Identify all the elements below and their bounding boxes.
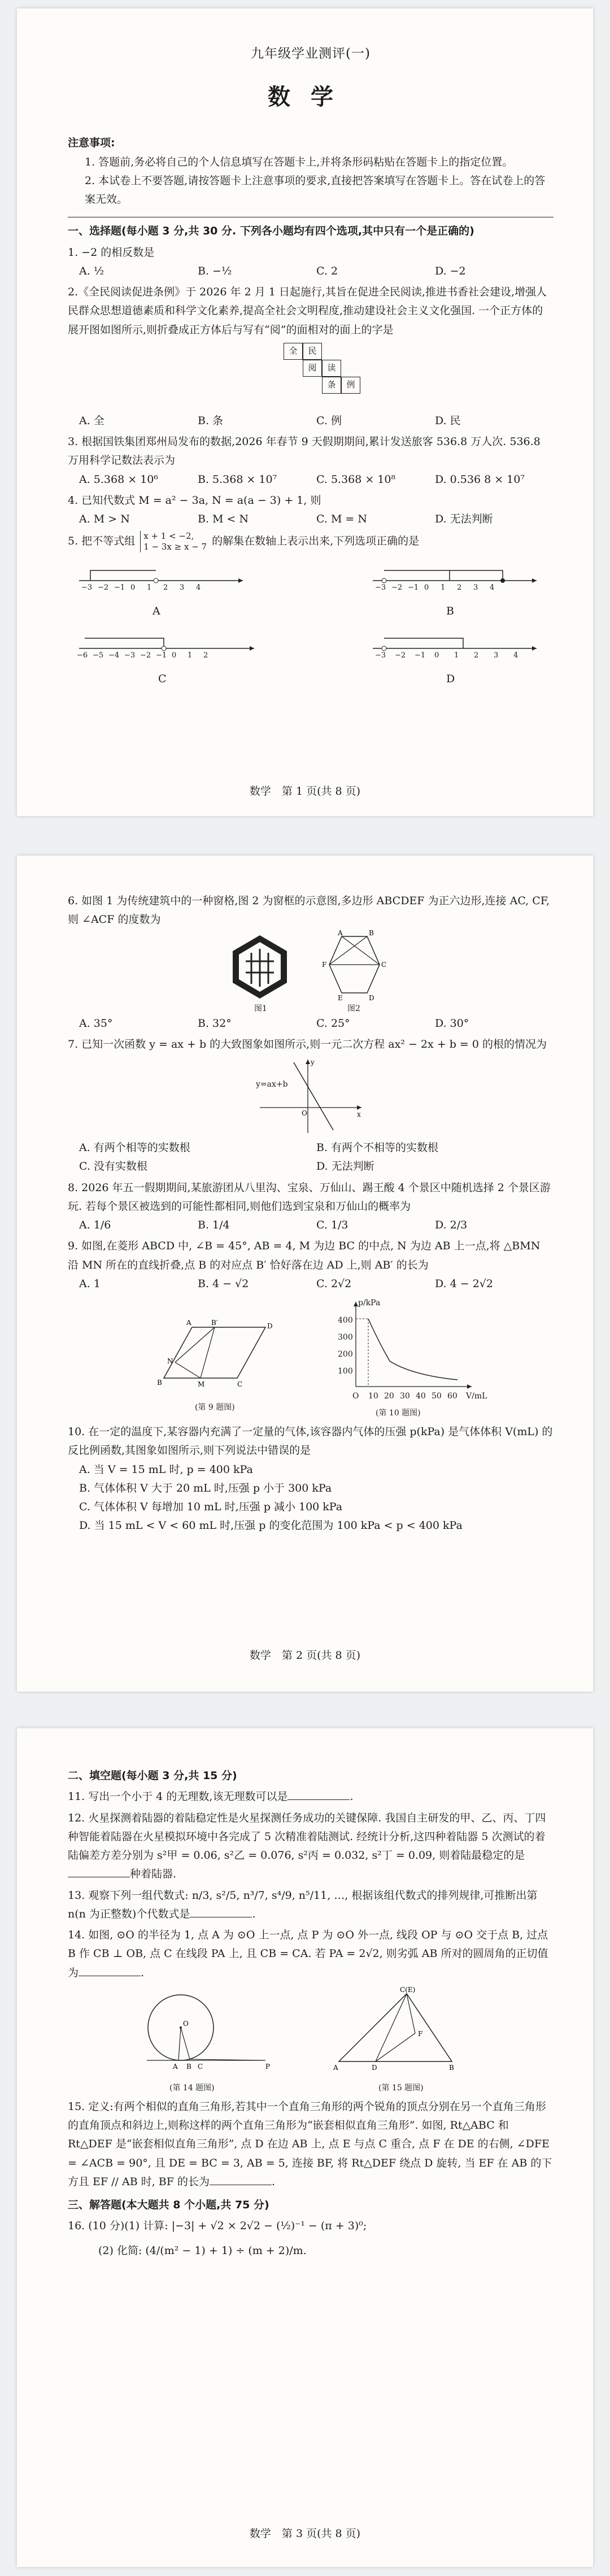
q2-stem: 2.《全民阅读促进条例》于 2026 年 2 月 1 日起施行,其旨在促进全民阅读,推进书香社会建设,增强人民群众思想道德素质和科学文化素养,提高全社会文明程度,推动建设社会主义文化强国. 一个正方体的展开图如图所示,则折叠成正方体后与写有“阅”的面相对的面上的字是 [68,286,547,336]
q14-q15-figures [68,1982,554,2095]
q9-stem: 9. 如图,在菱形 ABCD 中, ∠B = 45°, AB = 4, M 为边 BC 的中点, N 为边 AB 上一点,将 △BMN 沿 MN 所在的直线折叠,点 B 的对应点 B′ 恰好落在边 AD 上,则 AB′ 的长为 [68,1240,541,1271]
x-tick-label: 50 [432,1392,442,1401]
q4-option-c: C. M = N [316,513,368,525]
question-12 [68,1809,554,1884]
y-tick-label: 100 [338,1367,353,1376]
pressure-volume-graph [333,1296,480,1401]
q6-option-a: A. 35° [79,1017,113,1030]
svg-text:A: A [333,2063,338,2072]
x-tick-label: 30 [400,1392,410,1401]
svg-text:O: O [183,2019,189,2028]
notice-heading: 注意事项: [68,137,115,150]
q2-option-a: A. 全 [79,414,104,427]
tick-label: 2 [457,583,462,592]
exam-title: 数学 [268,84,354,111]
tick-label: −1 [156,651,167,660]
svg-text:D: D [267,1322,273,1330]
q10-option-b: B. 气体体积 V 大于 20 mL 时,压强 p 小于 300 kPa [79,1481,332,1494]
page2-footer: 数学 第 2 页(共 8 页) [249,1649,361,1662]
label-a: A [152,604,160,617]
exam-page-2 [17,856,593,1692]
question-16 [68,2217,554,2260]
q10-option-d: D. 当 15 mL < V < 60 mL 时,压强 p 的变化范围为 100 kPa < p < 400 kPa [79,1519,463,1532]
q2-option-c: C. 例 [316,414,342,427]
q6-option-b: B. 32° [198,1017,232,1030]
q4-option-a: A. M > N [79,513,130,525]
q8-option-d: D. 2/3 [435,1219,468,1231]
q13-stem: 13. 观察下列一组代数式: n/3, s²/5, n³/7, s⁴/9, n⁵/11, …, 根据该组代数式的排列规律,可推断出第 n(n 为正整数)个代数式是 [68,1889,538,1920]
q12-tail: 种着陆器. [130,1868,177,1881]
tick-label: 0 [424,583,429,592]
tick-label: 0 [172,651,177,660]
tick-label: −2 [391,583,403,592]
q8-option-a: A. 1/6 [79,1219,111,1231]
y-tick-label: 400 [338,1316,353,1325]
q7-option-a: A. 有两个相等的实数根 [79,1141,190,1154]
x-tick-label: 20 [384,1392,394,1401]
q15-stem: 15. 定义:有两个相似的直角三角形,若其中一个直角三角形的两个锐角的顶点分别在另一个直角三角形的直角顶点和斜边上,则称这样的两个直角三角形为“嵌套相似直角三角形”. 如图, Rt△ABC 和 Rt△DEF 是“嵌套相似直角三角形”, 点 D 在边 AB 上, 点 E 与点 C 重合, 点 F 在 DE 的右侧, ∠DFE = ∠ACB = 90°, 且 DE = BC = 3, AB = 5, 连接 BF, 将 Rt△DEF 绕点 D 旋转, 当 EF 在 AB 的下方且 EF // AB 时, BF 的长为 [68,2100,552,2188]
svg-text:y: y [311,1058,315,1066]
tick-label: −1 [408,583,419,592]
number-line-options [68,552,554,702]
answer-blank [79,1965,141,1976]
section2-heading: 二、填空题(每小题 3 分,共 15 分) [68,1769,237,1782]
tick-label: 4 [196,583,201,592]
tick-label: 1 [147,583,152,592]
tick-label: 3 [494,651,499,660]
tick-label: 0 [434,651,439,660]
q3-stem: 3. 根据国铁集团郑州局发布的数据,2026 年春节 9 天假期期间,累计发送旅客 536.8 万人次. 536.8 万用科学记数法表示为 [68,435,541,467]
svg-text:C(E): C(E) [400,1985,416,1994]
cube-net-figure [68,339,554,412]
q3-option-c: C. 5.368 × 10⁸ [316,473,396,486]
fig15-caption: (第 15 题图) [378,2083,424,2093]
q8-option-b: B. 1/4 [198,1219,230,1231]
graph-y-axis-label: p/kPa [358,1298,381,1307]
question-6 [68,892,554,1033]
q2-option-b: B. 条 [198,414,224,427]
q10-option-a: A. 当 V = 15 mL 时, p = 400 kPa [79,1463,253,1476]
tick-label: −3 [124,651,136,660]
q16-part2: (2) 化简: (4/(m² − 1) + 1) ÷ (m + 2)/m. [98,2244,307,2257]
net-cell: 民 [303,343,322,360]
q11-stem: 11. 写出一个小于 4 的无理数,该无理数可以是 [68,1790,288,1803]
q9-option-a: A. 1 [79,1277,101,1290]
svg-text:B: B [369,929,374,937]
svg-text:x: x [357,1110,361,1118]
tick-label: −3 [375,651,386,660]
notice-1: 1. 答题前,务必将自己的个人信息填写在答题卡上,并将条形码粘贴在答题卡上的指定位置。 [85,155,513,168]
q7-option-b: B. 有两个不相等的实数根 [316,1141,439,1154]
question-5 [68,531,554,702]
q9-option-d: D. 4 − 2√2 [435,1277,494,1290]
question-10 [68,1423,554,1536]
y-tick-label: 300 [338,1333,353,1342]
tick-label: −1 [114,583,125,592]
svg-text:P: P [265,2062,271,2071]
net-cell: 读 [322,360,341,377]
q9-option-c: C. 2√2 [316,1277,352,1290]
svg-text:A: A [186,1319,191,1327]
answer-blank [287,1789,350,1800]
tick-label: 4 [490,583,495,592]
tick-label: −2 [395,651,406,660]
tick-label: 0 [130,583,136,592]
x-tick-label: 10 [368,1392,378,1401]
graph-x-axis-label: V/mL [466,1392,487,1401]
question-7 [68,1035,554,1176]
tick-label: 2 [163,583,168,592]
svg-text:E: E [338,993,343,1002]
question-2 [68,283,554,430]
tick-label: 2 [203,651,208,660]
svg-text:C: C [381,960,387,969]
svg-text:N: N [167,1357,173,1365]
q7-graph [68,1054,554,1139]
tick-label: −1 [415,651,426,660]
fig2-caption: 图2 [347,1004,360,1013]
page2-content [68,890,554,1536]
fig14-caption: (第 14 题图) [169,2083,215,2093]
tick-label: −3 [81,583,93,592]
q7-stem: 7. 已知一次函数 y = ax + b 的大致图象如图所示,则一元二次方程 ax² − 2x + b = 0 的根的情况为 [68,1038,547,1051]
q6-option-c: C. 25° [316,1017,350,1030]
label-b: B [446,604,454,617]
linear-function-graph [254,1057,367,1136]
q4-option-d: D. 无法判断 [435,513,493,525]
svg-text:D: D [372,2063,377,2072]
tick-label: 3 [473,583,478,592]
svg-text:A: A [173,2062,178,2071]
q7-option-c: C. 没有实数根 [79,1160,147,1173]
q8-option-c: C. 1/3 [316,1219,348,1231]
exam-subtitle: 九年级学业测评(一) [251,46,371,61]
svg-text:F: F [418,2029,423,2038]
window-lattice-figure [226,933,294,1001]
tick-label: −2 [140,651,151,660]
tick-label: −5 [93,651,104,660]
page1-content [68,42,554,702]
notice-2: 2. 本试卷上不要答题,请按答题卡上注意事项的要求,直接把答案填写在答题卡上。答在试卷上的答案无效。 [85,174,546,206]
q1-option-d: D. −2 [435,264,466,277]
net-cell: 例 [341,377,360,394]
x-tick-label: O [352,1392,359,1401]
page1-footer: 数学 第 1 页(共 8 页) [249,785,361,797]
svg-text:B: B [449,2063,454,2072]
svg-text:B: B [186,2062,191,2071]
tick-label: 1 [188,651,193,660]
inequality-system [140,531,207,552]
q4-option-b: B. M < N [198,513,249,525]
net-cell: 阅 [303,360,322,377]
question-9 [68,1237,554,1420]
rhombus-figure [152,1316,277,1389]
notice-block [68,134,554,209]
tick-label: −6 [77,651,88,660]
q9-option-b: B. 4 − √2 [198,1277,249,1290]
question-4 [68,491,554,529]
q3-option-d: D. 0.536 8 × 10⁷ [435,473,525,486]
label-d: D [446,672,455,685]
svg-text:O: O [302,1109,307,1117]
q3-option-b: B. 5.368 × 10⁷ [198,473,277,486]
number-line-c [79,638,254,651]
tick-label: 2 [474,651,479,660]
fig9-caption: (第 9 题图) [195,1403,235,1412]
net-cell: 条 [322,377,341,394]
q1-stem: 1. −2 的相反数是 [68,246,155,259]
inequality-1: x + 1 < −2, [143,531,194,542]
page3-footer: 数学 第 3 页(共 8 页) [249,2527,361,2540]
number-line-svg [73,558,548,699]
svg-text:F: F [322,960,327,969]
exam-page-3 [17,1728,593,2567]
graph-function-label: y=ax+b [256,1080,288,1089]
q6-option-d: D. 30° [435,1017,469,1030]
number-line-a [79,570,243,583]
q1-option-b: B. −½ [198,264,232,277]
tick-label: 3 [180,583,185,592]
exam-page-1 [17,8,593,816]
svg-text:D: D [369,993,374,1002]
q3-option-a: A. 5.368 × 10⁶ [79,473,158,486]
question-14: 14. 如图, ⊙O 的半径为 1, 点 A 为 ⊙O 上一点, 点 P 为 ⊙O 外一点, 线段 OP 与 ⊙O 交于点 B, 过点 B 作 CB ⊥ OB, 点 C 在线段 PA 上, 且 CB = CA. 若 PA = 2√2, 则劣弧 AB 所对的圆周角的正切值为 . O A B C P (第 14 题图) A D B F C(E) (第 15 题图) [68,1926,554,2095]
q8-stem: 8. 2026 年五一假期期间,某旅游团从八里沟、宝泉、万仙山、踢王酸 4 个景区中随机选择 2 个景区游玩. 若每个景区被选到的可能性都相同,则他们选到宝泉和万仙山的概率为 [68,1181,551,1213]
circle-tangent-figure [136,1985,282,2078]
q2-option-d: D. 民 [435,414,461,427]
q12-stem: 12. 火星探测着陆器的着陆稳定性是火星探测任务成功的关键保障. 我国自主研发的甲、乙、丙、丁四种智能着陆器在火星模拟环境中各完成了 5 次精准着陆测试. 经统计分析,这四种着陆器 5 次测试的着陆偏差方差分别为 s²甲 = 0.06, s²乙 = 0.076, s²丙 = 0.032, s²丁 = 0.09, 则着陆最稳定的是 [68,1811,546,1862]
x-tick-label: 60 [447,1392,457,1401]
net-cell: 全 [284,343,303,360]
q10-option-c: C. 气体体积 V 每增加 10 mL 时,压强 p 减小 100 kPa [79,1501,343,1513]
nested-triangles-figure [333,1985,480,2078]
answer-blank [210,2174,272,2185]
label-c: C [158,672,167,685]
question-13: 13. 观察下列一组代数式: n/3, s²/5, n³/7, s⁴/9, n⁵/11, …, 根据该组代数式的排列规律,可推断出第 n(n 为正整数)个代数式是 . [68,1889,538,1920]
fig10-caption: (第 10 题图) [376,1409,421,1418]
inequality-2: 1 − 3x ≥ x − 7 [143,542,207,552]
q10-stem: 10. 在一定的温度下,某容器内充满了一定量的气体,该容器内气体的压强 p(kPa) 是气体体积 V(mL) 的反比例函数,其图象如图所示,则下列说法中错误的是 [68,1426,553,1457]
tick-label: 1 [454,651,459,660]
q5-stem-post: 的解集在数轴上表示出来,下列选项正确的是 [212,535,420,547]
q14-stem: 14. 如图, ⊙O 的半径为 1, 点 A 为 ⊙O 上一点, 点 P 为 ⊙O 外一点, 线段 OP 与 ⊙O 交于点 B, 过点 B 作 CB ⊥ OB, 点 C 在线段 PA 上, 且 CB = CA. 若 PA = 2√2, 则劣弧 AB 所对的圆周角的正切值为 [68,1929,548,1979]
hexagon-figure [316,930,390,1003]
answer-blank [68,1867,130,1877]
q4-stem: 4. 已知代数式 M = a² − 3a, N = a(a − 3) + 1, 则 [68,494,321,507]
tick-label: −3 [375,583,386,592]
question-15: 15. 定义:有两个相似的直角三角形,若其中一个直角三角形的两个锐角的顶点分别在另一个直角三角形的直角顶点和斜边上,则称这样的两个直角三角形为“嵌套相似直角三角形”. 如图, Rt△ABC 和 Rt△DEF 是“嵌套相似直角三角形”, 点 D 在边 AB 上, 点 E 与点 C 重合, 点 F 在 DE 的右侧, ∠DFE = ∠ACB = 90°, 且 DE = BC = 3, AB = 5, 连接 BF, 将 Rt△DEF 绕点 D 旋转, 当 EF 在 AB 的下方且 EF // AB 时, BF 的长为 . [68,2100,552,2188]
svg-text:C: C [198,2062,203,2071]
q6-stem: 6. 如图 1 为传统建筑中的一种窗格,图 2 为窗框的示意图,多边形 ABCDEF 为正六边形,连接 AC, CF, 则 ∠ACF 的度数为 [68,895,550,926]
q6-figures [68,930,554,1014]
x-tick-label: 40 [416,1392,426,1401]
fig1-caption: 图1 [254,1004,267,1013]
number-line-b [373,570,537,583]
tick-label: −2 [98,583,109,592]
svg-text:B: B [157,1379,162,1387]
q1-option-a: A. ½ [79,264,104,277]
question-1 [68,243,554,281]
q7-option-d: D. 无法判断 [316,1160,374,1173]
q5-stem-pre: 5. 把不等式组 [68,535,136,547]
tick-label: 4 [513,651,518,660]
q16-part1: 16. (10 分)(1) 计算: |−3| + √2 × 2√2 − (½)⁻¹ − (π + 3)⁰; [68,2220,367,2233]
svg-text:B′: B′ [211,1319,218,1327]
svg-text:A: A [338,929,343,937]
page3-content [68,1762,554,2260]
question-11: 11. 写出一个小于 4 的无理数,该无理数可以是 . [68,1790,354,1803]
tick-label: −4 [108,651,120,660]
svg-text:M: M [198,1380,205,1388]
section3-heading: 三、解答题(本大题共 8 个小题,共 75 分) [68,2199,269,2211]
q9-q10-figures [68,1293,554,1420]
y-tick-label: 200 [338,1350,353,1359]
svg-text:C: C [237,1380,243,1388]
question-8 [68,1179,554,1235]
tick-label: 1 [441,583,446,592]
question-3 [68,433,554,489]
q1-option-c: C. 2 [316,264,338,277]
answer-blank [190,1907,252,1917]
section1-heading: 一、选择题(每小题 3 分,共 30 分. 下列各小题均有四个选项,其中只有一个是正确的) [68,225,474,238]
number-line-d [373,638,537,651]
